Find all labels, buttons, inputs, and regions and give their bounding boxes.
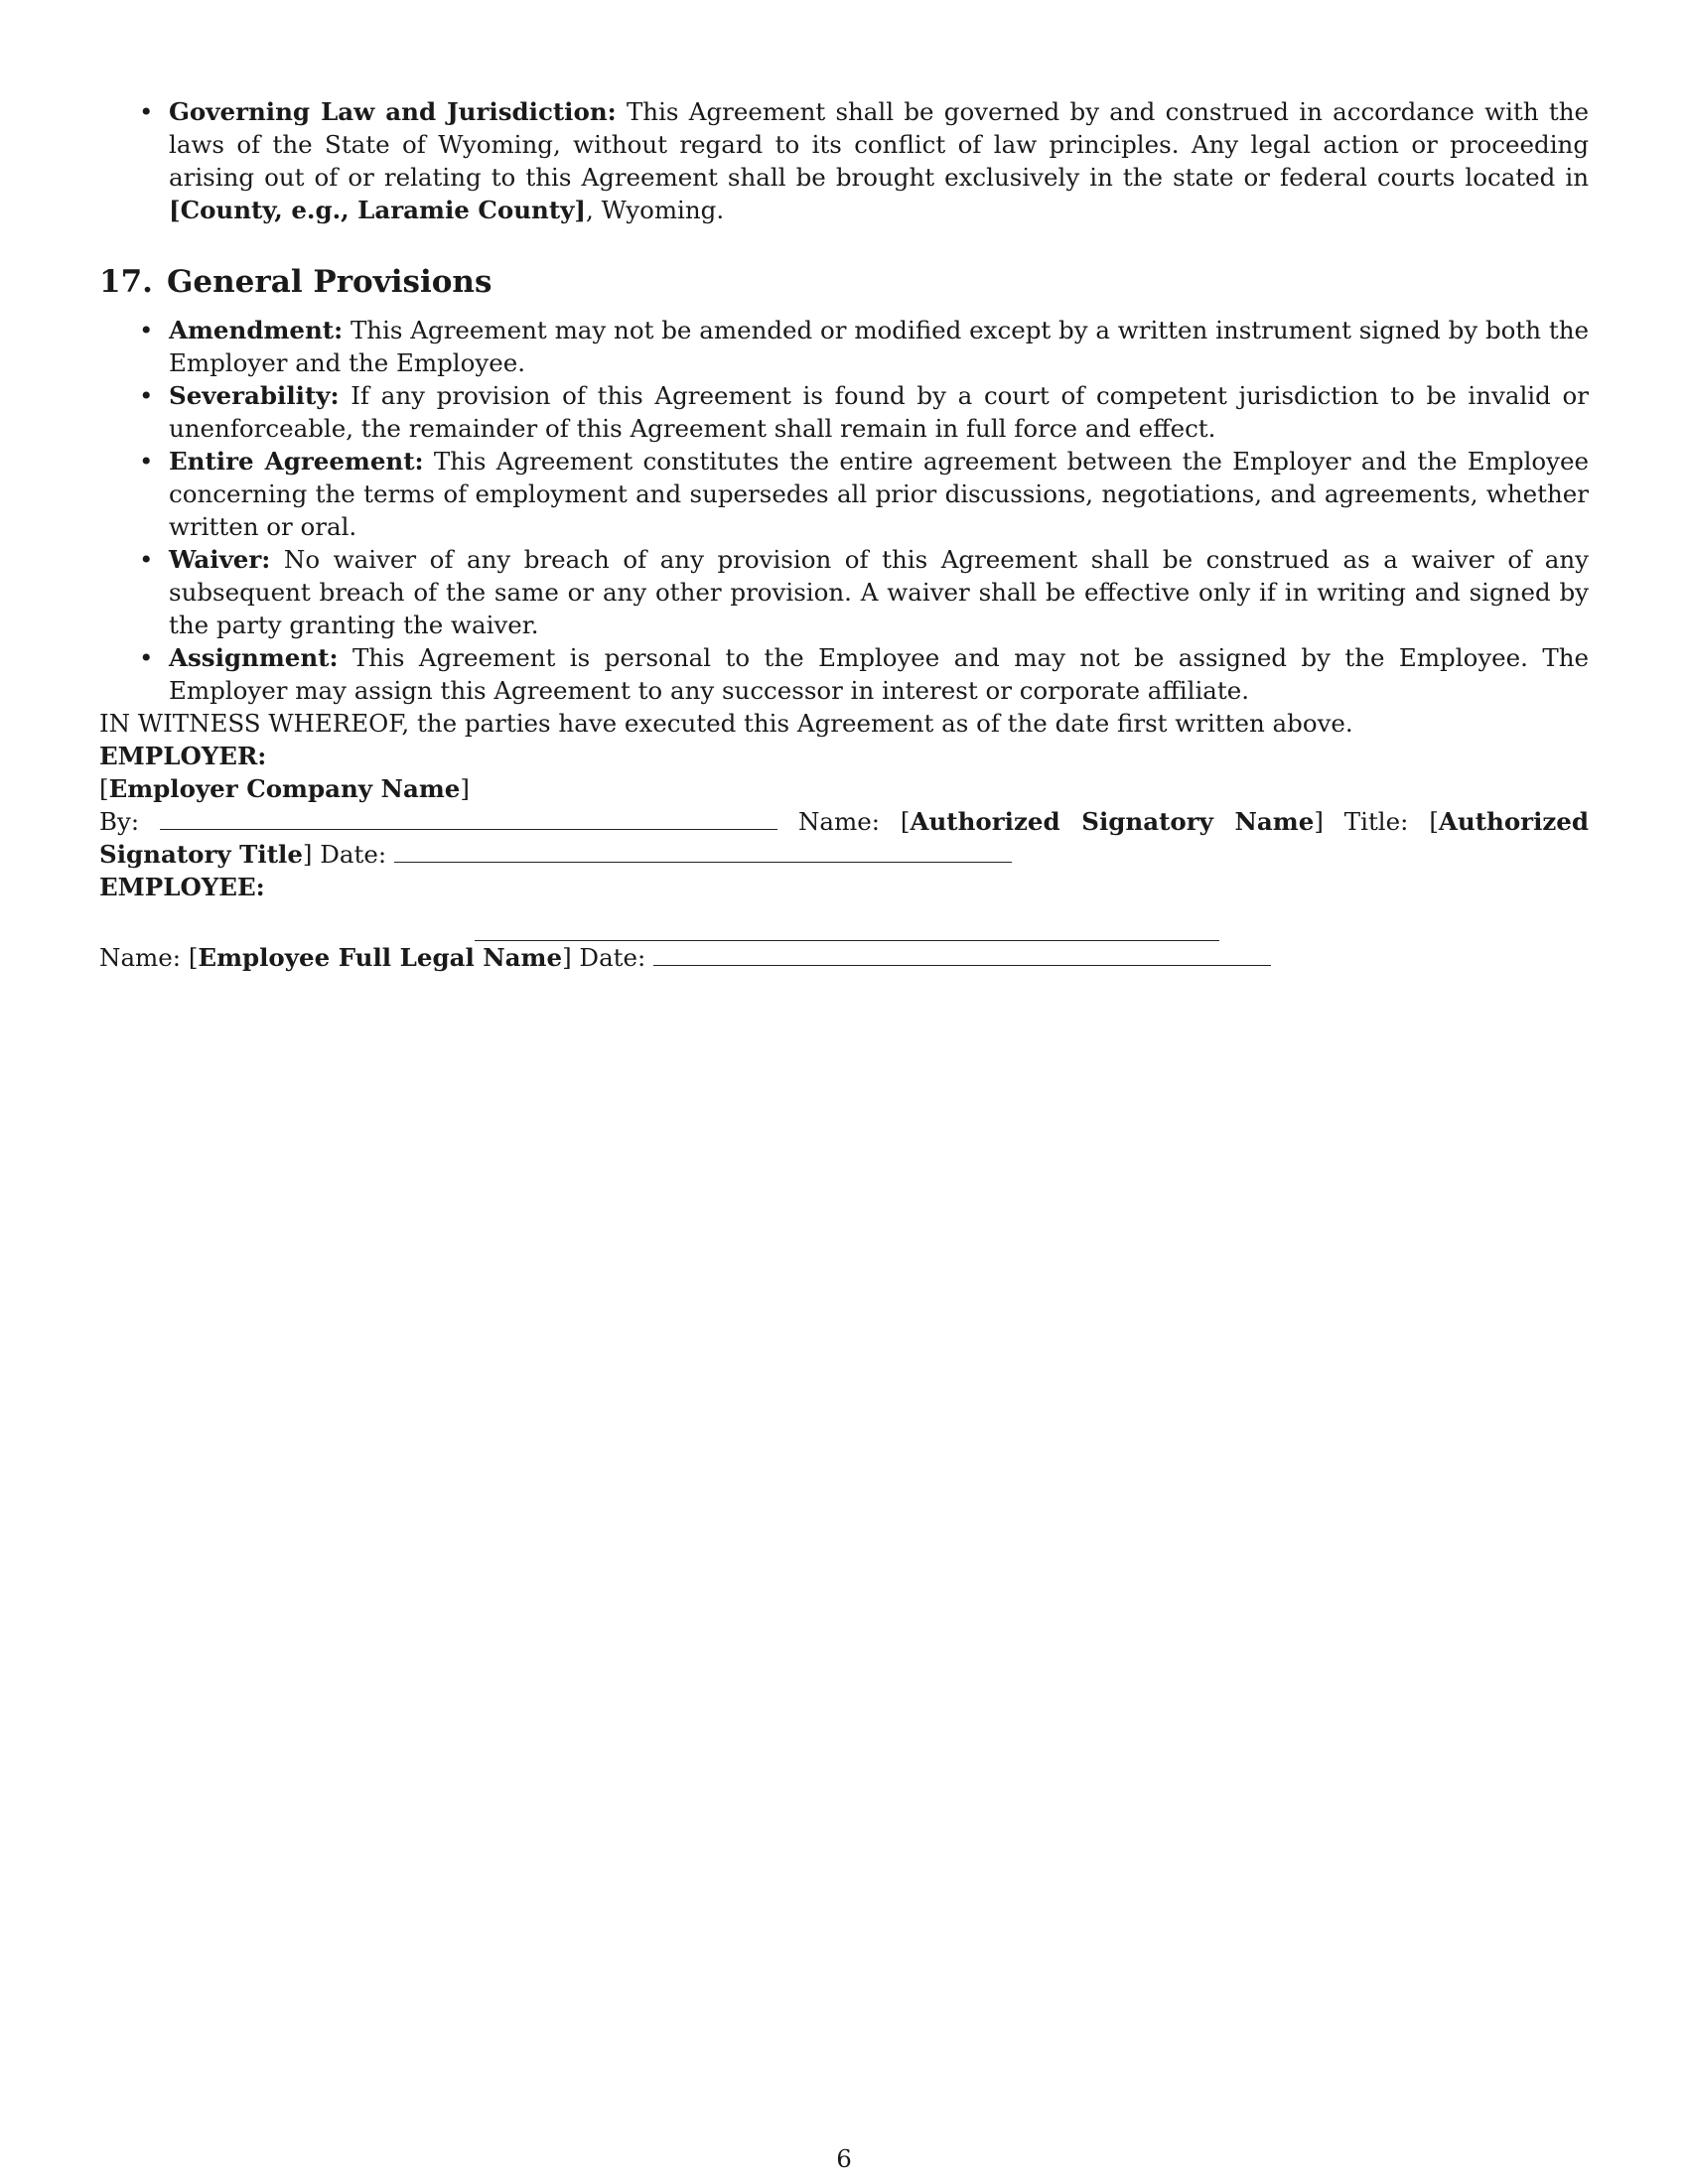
provision-heading: Assignment: xyxy=(169,643,339,672)
provision-assignment xyxy=(99,641,1589,707)
signatory-title: Authorized Signatory Title xyxy=(99,807,1590,869)
provision-waiver xyxy=(99,543,1589,641)
section-17-heading xyxy=(99,262,1589,302)
document-page xyxy=(99,95,1589,974)
general-provisions-list xyxy=(99,314,1589,707)
name-label: Name: xyxy=(777,807,901,836)
bracket-open: [ xyxy=(1429,807,1439,836)
provision-text: This Agreement constitutes the entire agreement between the Employer and the Employee concerning the terms of employment and supersedes all prior discussions, negotiations, and agreements, whether written or oral. xyxy=(169,447,1590,541)
bracket-close: ] xyxy=(1314,807,1324,836)
title-label: Title: xyxy=(1323,807,1430,836)
provision-severability xyxy=(99,379,1589,445)
provision-text: This Agreement is personal to the Employee and may not be assigned by the Employee. The Employer may assign this Agreement to any successor in interest or corporate affiliate. xyxy=(169,643,1589,705)
county-placeholder: [County, e.g., Laramie County] xyxy=(169,196,587,224)
provision-heading: Amendment: xyxy=(169,316,344,344)
bracket-close: ] xyxy=(562,943,572,972)
section-number: 17. xyxy=(99,264,153,300)
employer-signature-line[interactable] xyxy=(160,805,777,830)
employee-label: EMPLOYEE: xyxy=(99,873,265,901)
employer-signature-block xyxy=(99,805,1589,871)
governing-law-heading: Governing Law and Jurisdiction: xyxy=(169,97,617,126)
provision-amendment xyxy=(99,314,1589,379)
section-title: General Provisions xyxy=(166,264,492,300)
date-label: Date: xyxy=(312,840,394,869)
signatory-name: Authorized Signatory Name xyxy=(910,807,1315,836)
governing-law-list xyxy=(99,95,1589,226)
provision-entire-agreement xyxy=(99,445,1589,543)
governing-law-text: This Agreement shall be governed by and construed in accordance with the laws of the State of Wyoming, without regard to its conflict of law principles. Any legal action or proceeding arising out of or relating to this Agreement shall be brought exclusively in the state or federal courts located in xyxy=(169,97,1590,192)
date-label: Date: xyxy=(571,943,654,972)
bracket-open: [ xyxy=(188,943,199,972)
provision-heading: Waiver: xyxy=(169,545,271,574)
employee-name: Employee Full Legal Name xyxy=(198,943,563,972)
provision-text: No waiver of any breach of any provision of this Agreement shall be construed as a waiver of any subsequent breach of the same or any other provision. A waiver shall be effective only if in writing and signed by the party granting the waiver. xyxy=(169,545,1589,639)
bracket-open: [ xyxy=(900,807,911,836)
by-label: By: xyxy=(99,807,140,836)
page-number: 6 xyxy=(836,2144,852,2173)
governing-law-item xyxy=(99,95,1589,226)
governing-law-text-end: , Wyoming. xyxy=(586,196,725,224)
employer-company-name: Employer Company Name xyxy=(108,774,461,803)
name-label: Name: xyxy=(99,943,189,972)
provision-text: This Agreement may not be amended or modified except by a written instrument signed by both the Employer and the Employee. xyxy=(169,316,1589,377)
bracket-open: [ xyxy=(99,774,109,803)
employer-label: EMPLOYER: xyxy=(99,742,267,770)
employer-date-line[interactable] xyxy=(394,838,1012,863)
employee-date-line[interactable] xyxy=(653,941,1271,966)
bracket-close: ] xyxy=(302,840,313,869)
employee-name-block xyxy=(99,941,1589,974)
bracket-close: ] xyxy=(460,774,470,803)
provision-heading: Severability: xyxy=(169,381,340,410)
employer-company xyxy=(99,772,1589,805)
provision-text: If any provision of this Agreement is found by a court of competent jurisdiction to be invalid or unenforceable, the remainder of this Agreement shall remain in full force and effect. xyxy=(169,381,1589,443)
witness-statement: IN WITNESS WHEREOF, the parties have executed this Agreement as of the date first written above. xyxy=(99,709,1353,738)
provision-heading: Entire Agreement: xyxy=(169,447,424,476)
